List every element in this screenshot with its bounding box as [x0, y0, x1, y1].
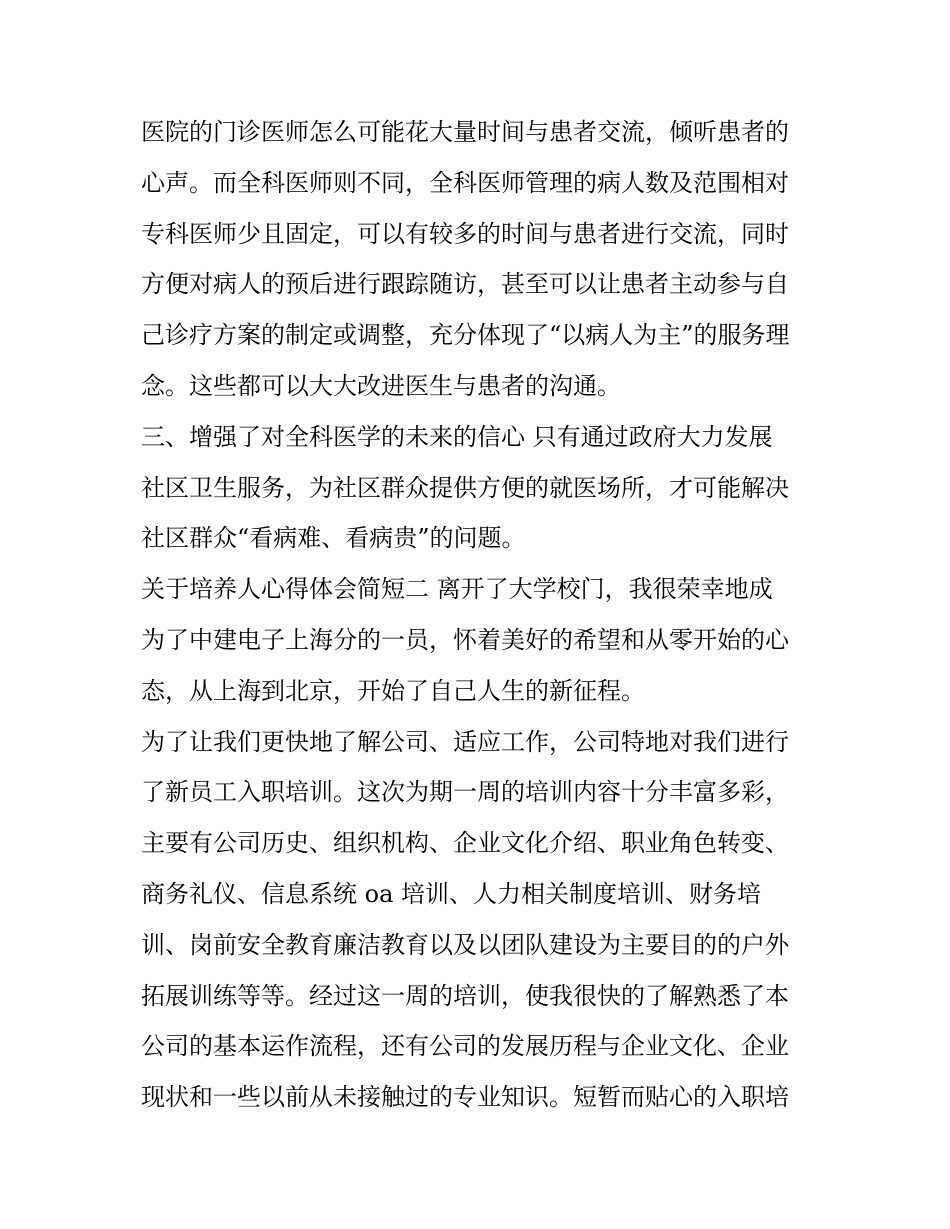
text-line: 为了中建电子上海分的一员，怀着美好的希望和从零开始的心: [141, 625, 789, 654]
text-line: 三、增强了对全科医学的未来的信心 只有通过政府大力发展: [141, 422, 773, 451]
text-line: 了新员工入职培训。这次为期一周的培训内容十分丰富多彩，: [141, 778, 789, 807]
text-line: 主要有公司历史、组织机构、企业文化介绍、职业角色转变、: [141, 829, 789, 858]
body-text: [141, 107, 821, 1123]
text-line: 关于培养人心得体会简短二 离开了大学校门，我很荣幸地成: [141, 575, 773, 604]
text-line: 专科医师少且固定，可以有较多的时间与患者进行交流，同时: [141, 219, 789, 248]
text-line: 医院的门诊医师怎么可能花大量时间与患者交流，倾听患者的: [141, 118, 789, 146]
text-line: 社区群众“看病难、看病贵”的问题。: [141, 524, 526, 553]
text-line: 现状和一些以前从未接触过的专业知识。短暂而贴心的入职培: [141, 1083, 789, 1112]
text-line: 念。这些都可以大大改进医生与患者的沟通。: [141, 371, 621, 400]
text-line: 训、岗前安全教育廉洁教育以及以团队建设为主要目的的户外: [141, 930, 789, 959]
text-line: 心声。而全科医师则不同，全科医师管理的病人数及范围相对: [141, 168, 789, 197]
text-line: 态，从上海到北京，开始了自己人生的新征程。: [141, 676, 645, 705]
text-line: 商务礼仪、信息系统 oa 培训、人力相关制度培训、财务培: [141, 879, 762, 908]
text-line: 己诊疗方案的制定或调整，充分体现了“以病人为主”的服务理: [141, 321, 790, 350]
text-line: 公司的基本运作流程，还有公司的发展历程与企业文化、企业: [141, 1032, 789, 1061]
text-line: 方便对病人的预后进行跟踪随访，甚至可以让患者主动参与自: [141, 270, 789, 299]
text-line: 拓展训练等等。经过这一周的培训，使我很快的了解熟悉了本: [141, 981, 789, 1010]
text-line: 社区卫生服务，为社区群众提供方便的就医场所，才可能解决: [141, 473, 789, 502]
text-line: 为了让我们更快地了解公司、适应工作，公司特地对我们进行: [141, 727, 789, 756]
